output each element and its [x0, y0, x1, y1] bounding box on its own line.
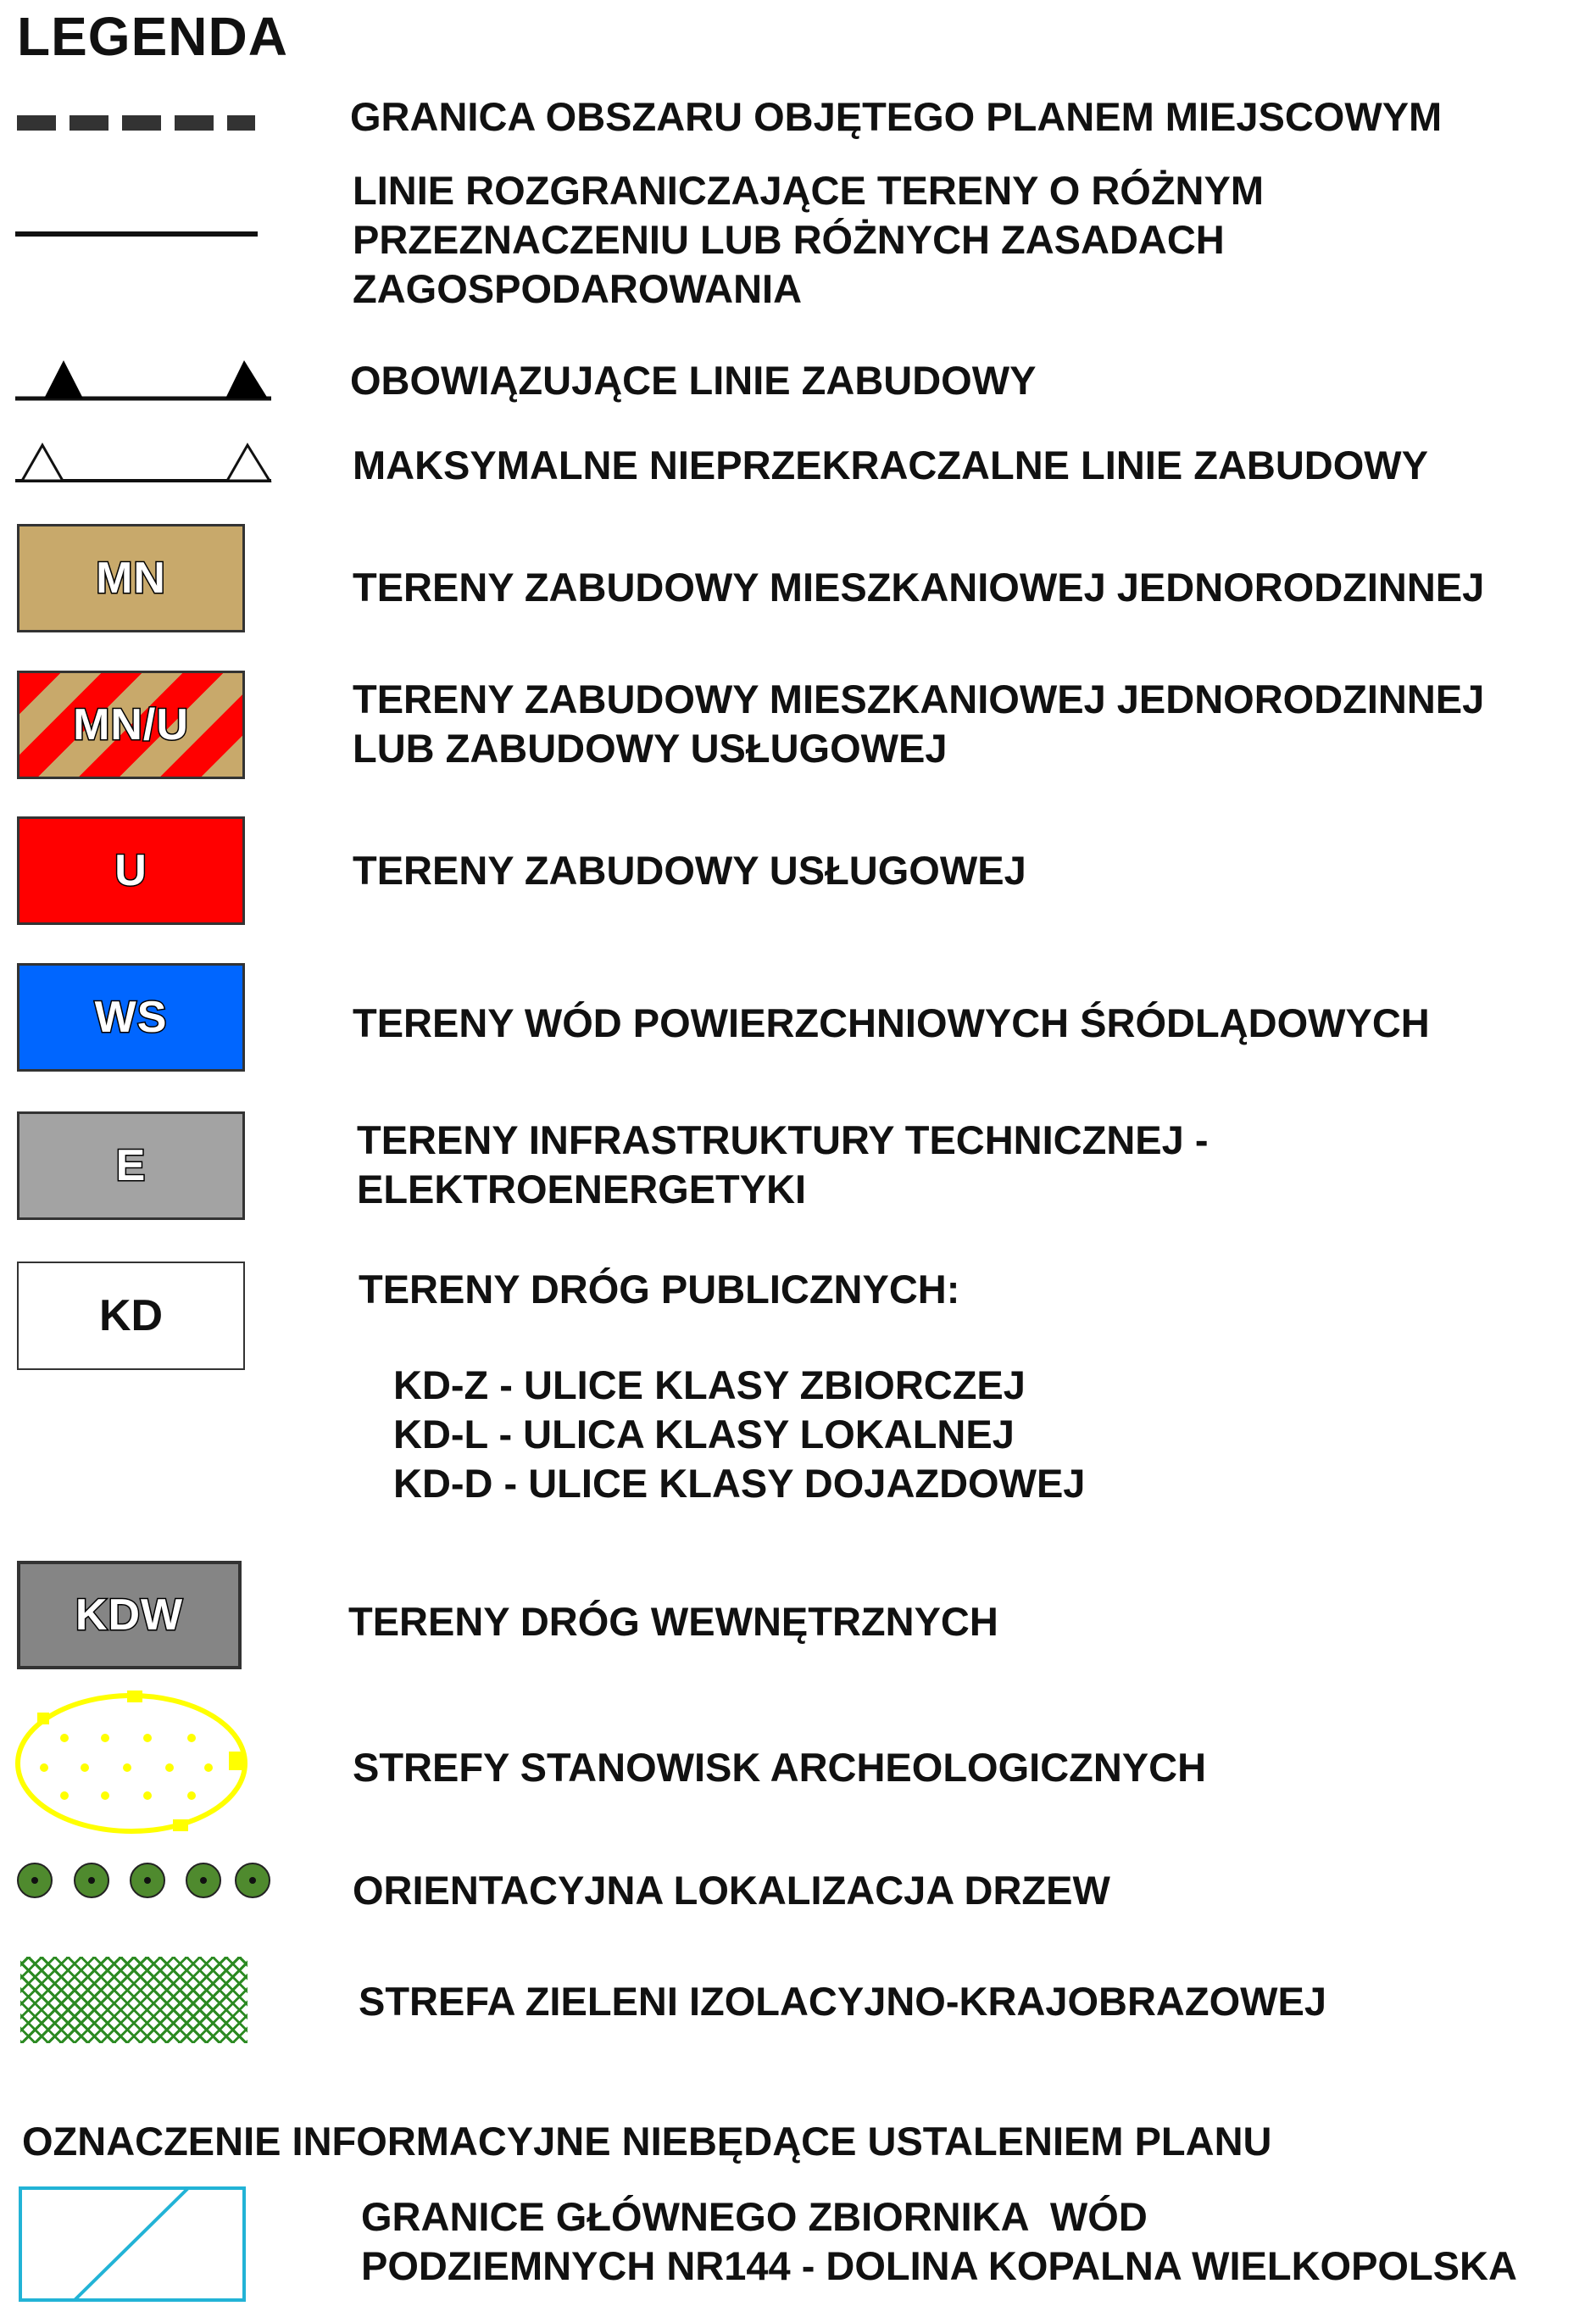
- kd-label: TERENY DRÓG PUBLICZNYCH:: [359, 1267, 960, 1312]
- kd-sublist: KD-Z - ULICE KLASY ZBIORCZEJ KD-L - ULICA KLASY LOKALNEJ KD-D - ULICE KLASY DOJAZDOWEJ: [393, 1362, 1086, 1506]
- mn-label: TERENY ZABUDOWY MIESZKANIOWEJ JEDNORODZINNEJ: [353, 565, 1485, 610]
- mnu-label: TERENY ZABUDOWY MIESZKANIOWEJ JEDNORODZINNEJ LUB ZABUDOWY USŁUGOWEJ: [353, 677, 1485, 771]
- max-building-line-symbol: [15, 437, 274, 487]
- kd-symbol: [17, 1262, 245, 1370]
- mn-symbol: [17, 524, 245, 632]
- ws-label: TERENY WÓD POWIERZCHNIOWYCH ŚRÓDLĄDOWYCH: [353, 1000, 1430, 1045]
- kdw-label: TERENY DRÓG WEWNĘTRZNYCH: [348, 1599, 998, 1644]
- plan-boundary-label: GRANICA OBSZARU OBJĘTEGO PLANEM MIEJSCOWYM: [350, 94, 1443, 139]
- ws-symbol: [17, 963, 245, 1072]
- groundwater-boundary-symbol: [19, 2186, 246, 2302]
- mandatory-building-line-symbol: [15, 352, 274, 403]
- u-symbol: [17, 816, 245, 925]
- e-symbol: [17, 1111, 245, 1220]
- e-label: TERENY INFRASTRUKTURY TECHNICZNEJ - ELEKTROENERGETYKI: [357, 1117, 1209, 1211]
- archaeology-label: STREFY STANOWISK ARCHEOLOGICZNYCH: [353, 1745, 1207, 1790]
- demarcation-lines-label: LINIE ROZGRANICZAJĄCE TERENY O RÓŻNYM PRZEZNACZENIU LUB RÓŻNYCH ZASADACH ZAGOSPODAROWANIA: [353, 168, 1264, 311]
- mn-code: MN: [96, 554, 166, 603]
- mnu-symbol: [17, 671, 245, 779]
- kd-code: KD: [98, 1291, 164, 1340]
- plan-boundary-dashed-line-symbol: [15, 110, 257, 136]
- green-zone-label: STREFA ZIELENI IZOLACYJNO-KRAJOBRAZOWEJ: [359, 1979, 1326, 2024]
- max-building-lines-label: MAKSYMALNE NIEPRZEKRACZALNE LINIE ZABUDOWY: [353, 443, 1428, 487]
- groundwater-label: GRANICE GŁÓWNEGO ZBIORNIKA WÓD PODZIEMNYCH NR144 - DOLINA KOPALNA WIELKOPOLSKA: [361, 2194, 1517, 2288]
- green-zone-symbol: [20, 1957, 247, 2043]
- mnu-code: MN/U: [73, 700, 189, 749]
- mandatory-building-lines-label: OBOWIĄZUJĄCE LINIE ZABUDOWY: [350, 358, 1037, 403]
- trees-label: ORIENTACYJNA LOKALIZACJA DRZEW: [353, 1868, 1110, 1913]
- archaeology-zone-symbol: [12, 1687, 251, 1840]
- trees-symbol: [15, 1861, 274, 1900]
- ws-code: WS: [94, 993, 168, 1042]
- kdw-symbol: [17, 1561, 242, 1669]
- legend-title: LEGENDA: [17, 6, 288, 67]
- info-heading: OZNACZENIE INFORMACYJNE NIEBĘDĄCE USTALENIEM PLANU: [22, 2119, 1272, 2164]
- kdw-code: KDW: [75, 1590, 184, 1640]
- e-code: E: [115, 1141, 147, 1190]
- u-code: U: [114, 846, 147, 895]
- demarcation-line-symbol: [15, 229, 261, 239]
- u-label: TERENY ZABUDOWY USŁUGOWEJ: [353, 848, 1026, 893]
